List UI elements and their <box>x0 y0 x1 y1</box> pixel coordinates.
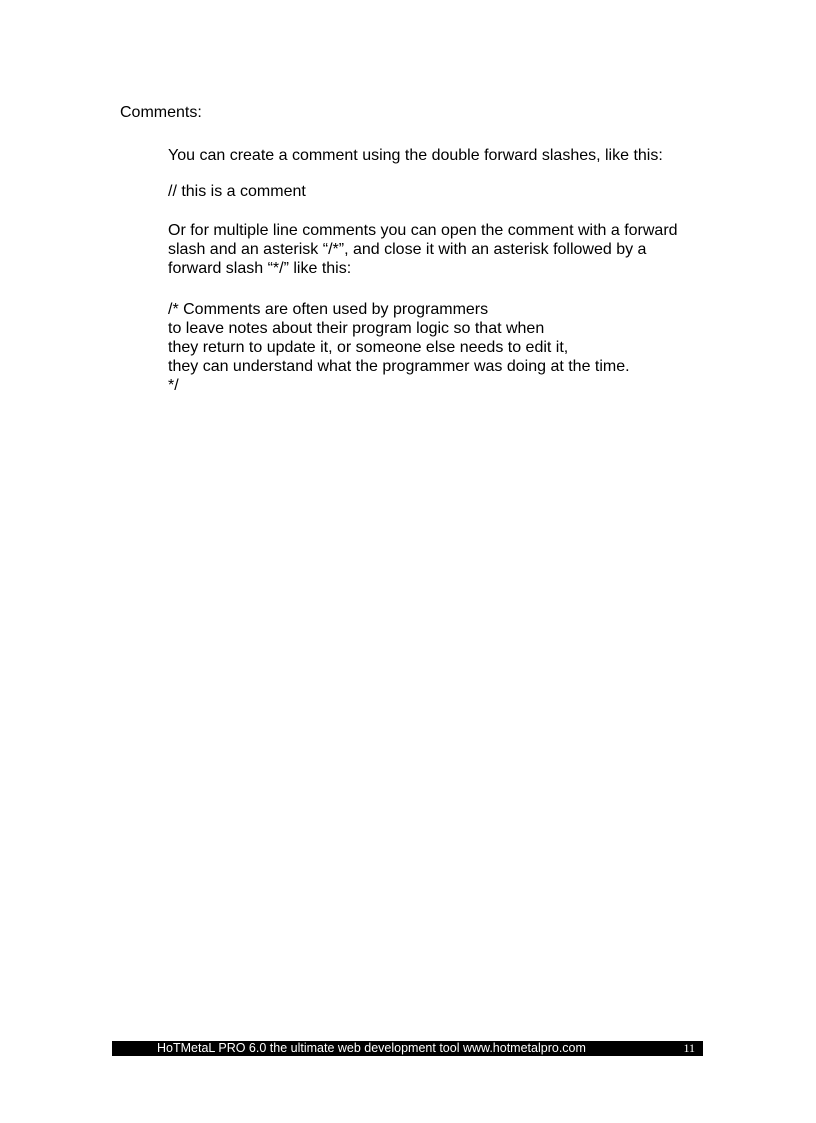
footer-text: HoTMetaL PRO 6.0 the ultimate web development tool www.hotmetalpro.com <box>157 1041 586 1055</box>
multiline-explanation-line-2: slash and an asterisk “/*”, and close it with an asterisk followed by a <box>168 241 647 258</box>
multiline-comment-example <box>168 300 728 395</box>
multiline-explanation-line-3: forward slash “*/” like this: <box>168 260 352 277</box>
multiline-comment-line-3: they return to update it, or someone else needs to edit it, <box>168 339 569 356</box>
multiline-comment-line-2: to leave notes about their program logic so that when <box>168 320 545 337</box>
single-line-comment-example: // this is a comment <box>168 183 306 200</box>
multiline-explanation-paragraph <box>168 221 728 278</box>
intro-paragraph: You can create a comment using the double forward slashes, like this: <box>168 147 663 164</box>
multiline-comment-line-4: they can understand what the programmer was doing at the time. <box>168 358 630 375</box>
page-number: 11 <box>683 1041 695 1055</box>
multiline-comment-line-1: /* Comments are often used by programmers <box>168 301 489 318</box>
section-title: Comments: <box>120 104 202 121</box>
page-footer <box>112 1041 703 1056</box>
multiline-explanation-line-1: Or for multiple line comments you can open the comment with a forward <box>168 222 678 239</box>
multiline-comment-line-5: */ <box>168 377 179 394</box>
